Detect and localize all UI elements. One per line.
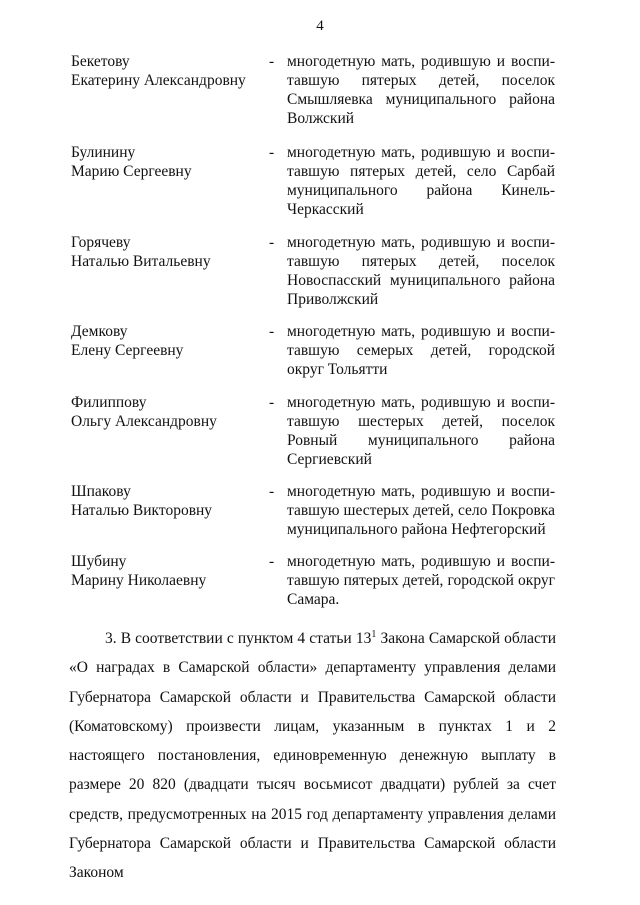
recipient-description: многодетную мать, родившую и воспитавшую пятерых детей, городской округ Самара. — [287, 553, 555, 608]
recipient-given-names: Наталью Викторовну — [71, 502, 213, 519]
footnote-superscript: 1 — [371, 628, 377, 640]
recipient-name — [71, 482, 261, 520]
list-item — [0, 143, 640, 233]
recipient-given-names: Екатерину Александровну — [71, 72, 246, 89]
list-item — [0, 482, 640, 552]
recipient-given-names: Марию Сергеевну — [71, 163, 192, 180]
entry-dash: - — [269, 394, 275, 411]
entry-dash: - — [269, 53, 275, 70]
recipient-name — [71, 322, 261, 360]
recipient-given-names: Наталью Витальевну — [71, 253, 211, 270]
paragraph-3-start: 3. В соответствии с пунктом 4 статьи 13 — [105, 630, 372, 647]
recipient-description: многодетную мать, родившую и воспитавшую семерых детей, городской округ Тольятти — [287, 323, 555, 378]
list-item — [0, 322, 640, 393]
entry-dash: - — [269, 323, 275, 340]
entry-dash: - — [269, 483, 275, 500]
recipient-description: многодетную мать, родившую и воспитавшую шестерых детей, поселок Ровный муниципального района Сергиевский — [287, 394, 555, 468]
recipient-given-names: Ольгу Александровну — [71, 413, 217, 430]
recipient-description: многодетную мать, родившую и воспитавшую пятерых детей, поселок Смышляевка муниципального района Волжский — [287, 53, 555, 127]
recipient-surname: Бекетову — [71, 53, 130, 70]
recipient-name — [71, 52, 261, 90]
list-item — [0, 393, 640, 482]
recipient-description: многодетную мать, родившую и воспитавшую пятерых детей, поселок Новоспасский муниципального района Приволжский — [287, 234, 555, 308]
list-item — [0, 233, 640, 322]
recipient-surname: Шпакову — [71, 483, 131, 500]
list-item — [0, 552, 640, 622]
recipient-name — [71, 552, 261, 590]
entry-dash: - — [269, 234, 275, 251]
recipient-name — [71, 233, 261, 271]
recipient-name — [71, 393, 261, 431]
recipient-description: многодетную мать, родившую и воспитавшую пятерых детей, село Сарбай муниципального района Кинель-Черкасский — [287, 144, 555, 218]
recipient-surname: Булинину — [71, 144, 136, 161]
award-list — [0, 52, 640, 622]
entry-dash: - — [269, 144, 275, 161]
recipient-surname: Горячеву — [71, 234, 131, 251]
recipient-given-names: Марину Николаевну — [71, 572, 207, 589]
recipient-name — [71, 143, 261, 181]
paragraph-3 — [69, 624, 556, 888]
page-number: 4 — [316, 18, 324, 34]
recipient-given-names: Елену Сергеевну — [71, 342, 184, 359]
paragraph-3-body: Закона Самарской области «О наградах в Самарской области» департаменту управления делами Губернатора Самарской области и Правительства Самарской области (Коматовскому) произвести лицам, указанным в пунктах 1 и 2 настоящего постановления, единовременную денежную выплату в размере 20 820 (двадцати тысяч восьмисот двадцати) рублей за счет средств, предусмотренных на 2015 год департаменту управления делами Губернатора Самарской области и Правительства Самарской области Законом — [69, 630, 556, 882]
recipient-surname: Филиппову — [71, 394, 147, 411]
recipient-surname: Демкову — [71, 323, 128, 340]
recipient-description: многодетную мать, родившую и воспитавшую шестерых детей, село Покровка муниципального района Нефтегорский — [287, 483, 555, 538]
recipient-surname: Шубину — [71, 553, 127, 570]
list-item — [0, 52, 640, 143]
entry-dash: - — [269, 553, 275, 570]
